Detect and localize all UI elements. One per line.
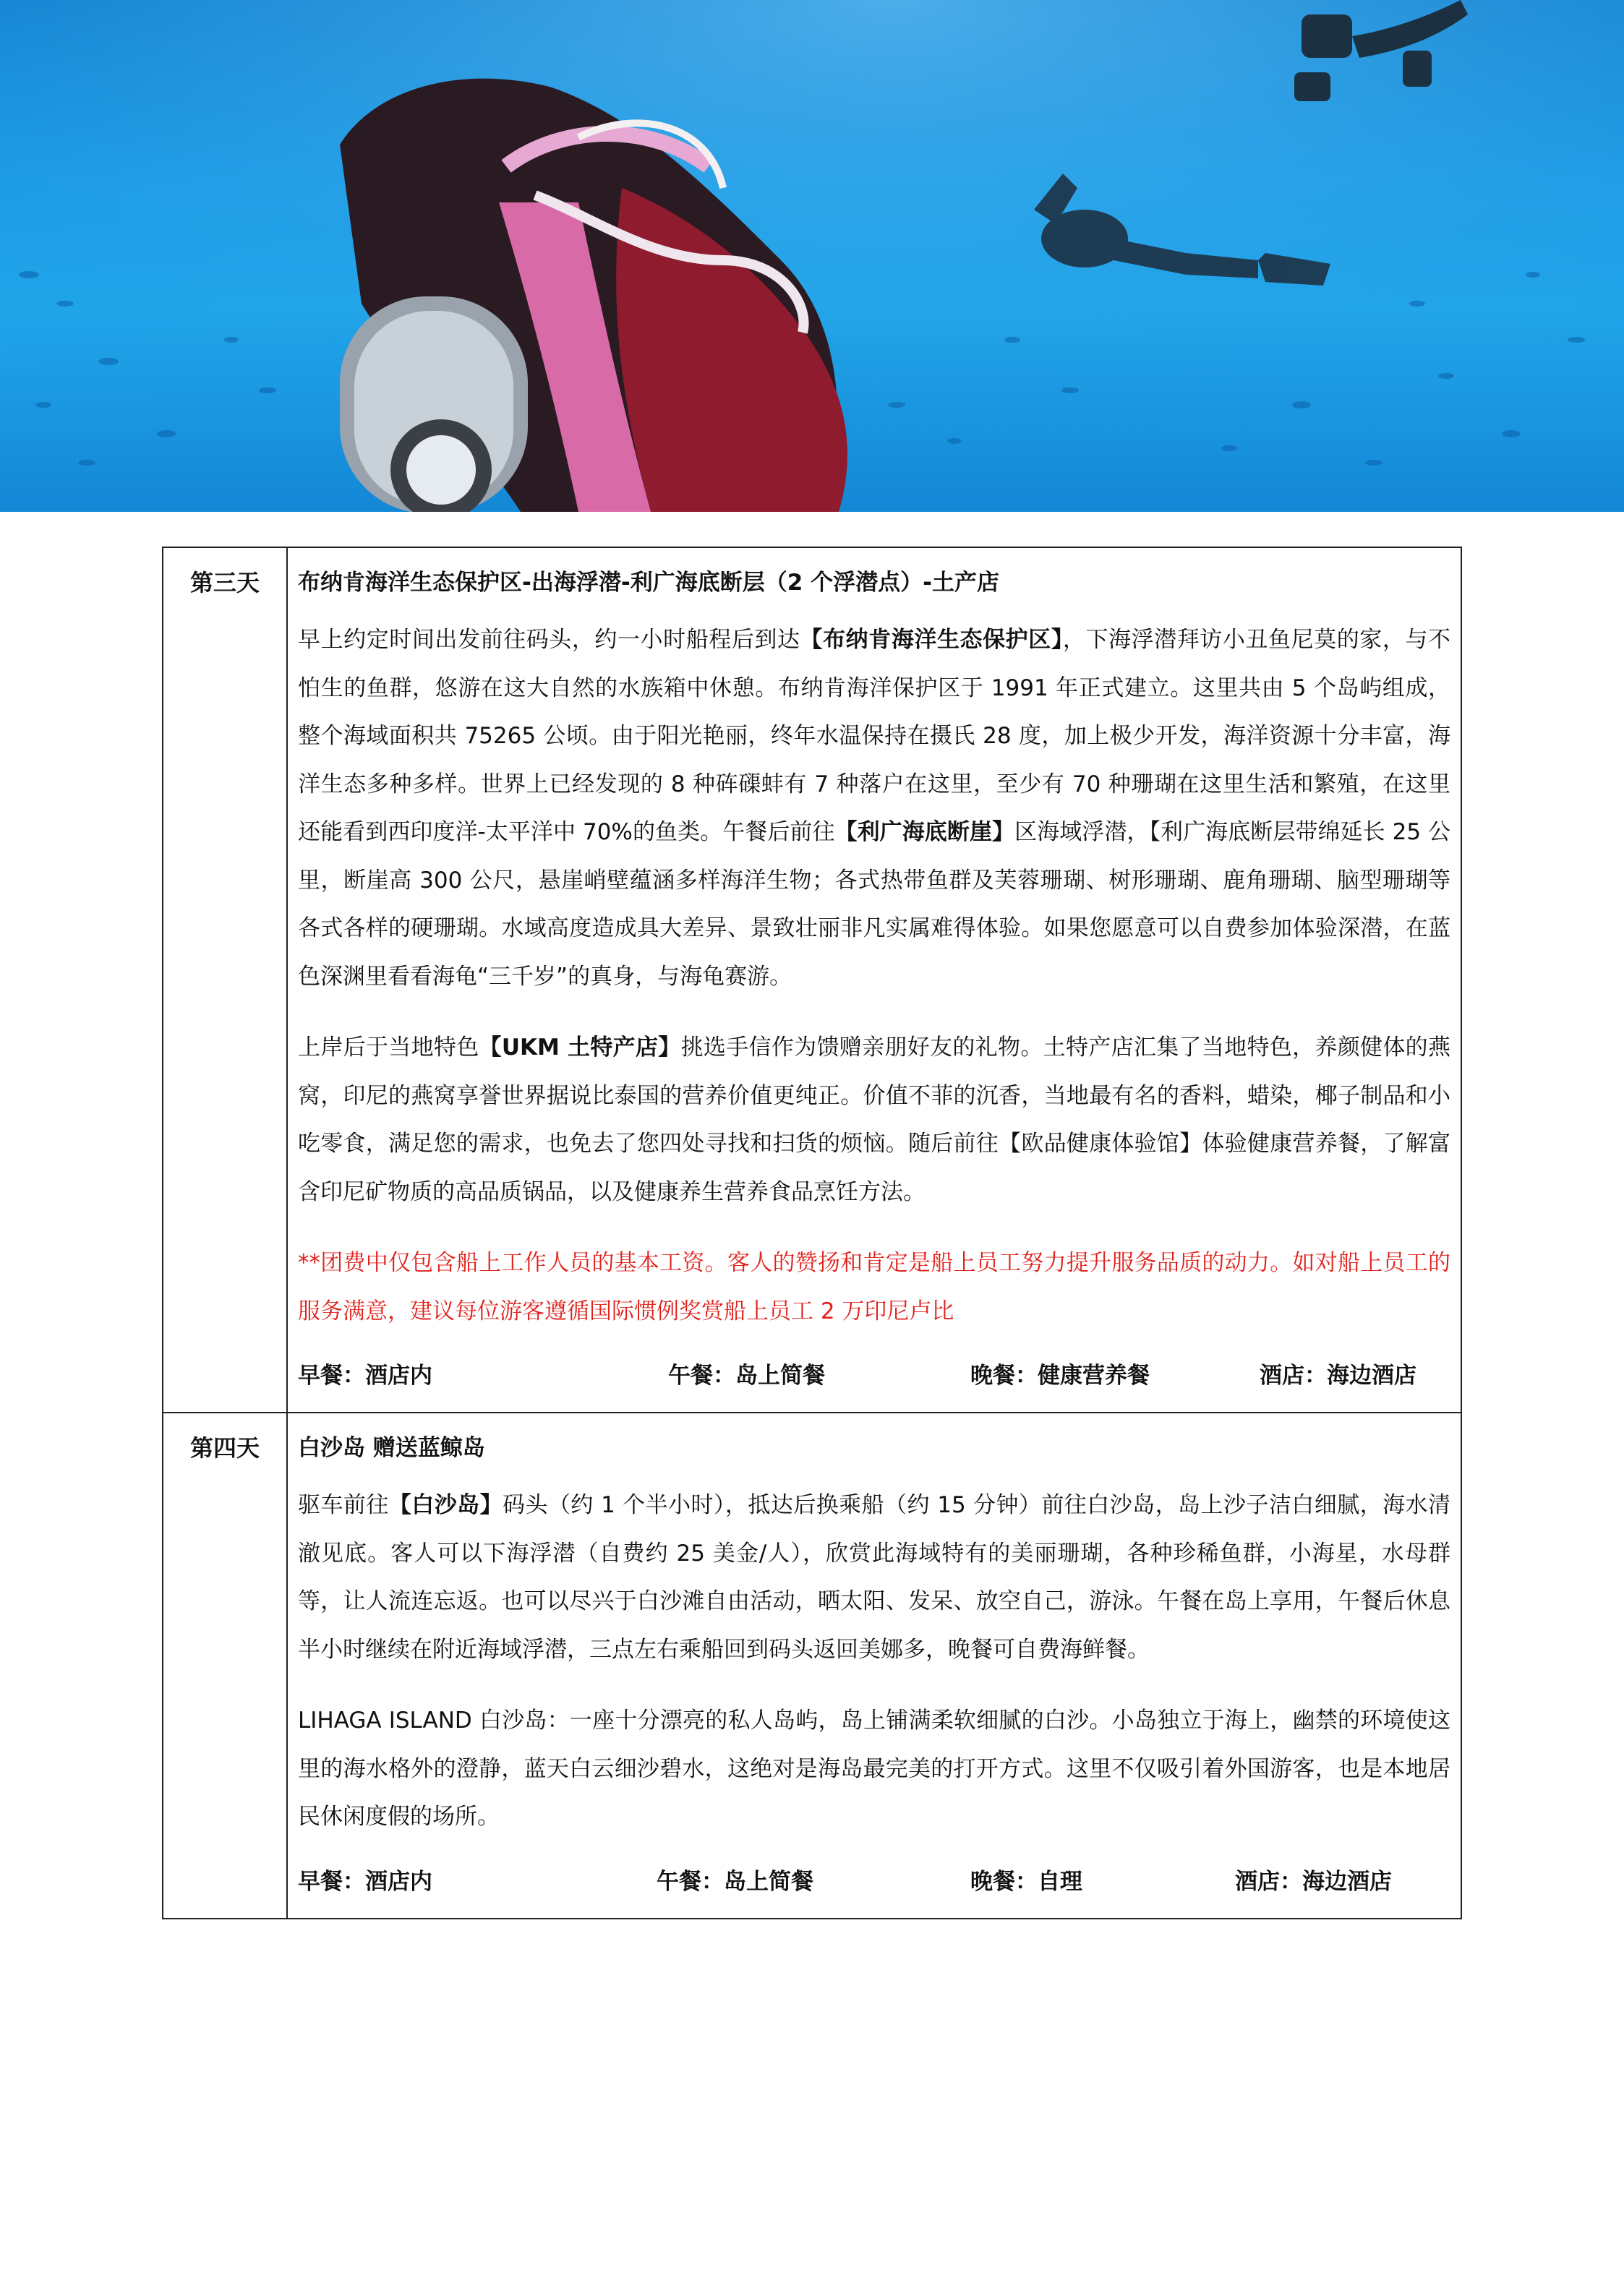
dinner-info: 晚餐：自理	[970, 1868, 1082, 1895]
itinerary-table	[162, 547, 1462, 1919]
tip-notice: **团费中仅包含船上工作人员的基本工资。客人的赞扬和肯定是船上员工努力提升服务品质的动力。如对船上员工的服务满意，建议每位游客遵循国际惯例奖赏船上员工 2 万印尼卢比	[298, 1250, 1450, 1324]
description-paragraph: 驱车前往【白沙岛】码头（约 1 个半小时），抵达后换乘船（约 15 分钟）前往白沙岛，岛上沙子洁白细腻，海水清澈见底。客人可以下海浮潜（自费约 25 美金/人），欣赏此海域特有的美丽珊瑚，各种珍稀鱼群，小海星，水母群等，让人流连忘返。也可以尽兴于白沙滩自由活动，晒太阳、发呆、放空自己，游泳。午餐在岛上享用，午餐后休息半小时继续在附近海域浮潜，三点左右乘船回到码头返回美娜多，晚餐可自费海鲜餐。	[298, 1492, 1450, 1663]
lunch-info: 午餐：岛上简餐	[668, 1363, 825, 1389]
day-label: 第四天	[163, 1413, 287, 1919]
hotel-info: 酒店：海边酒店	[1235, 1868, 1392, 1895]
meals-row	[298, 1864, 1450, 1899]
day-title: 白沙岛 赠送蓝鲸岛	[298, 1435, 485, 1461]
hotel-info: 酒店：海边酒店	[1260, 1363, 1416, 1389]
breakfast-info: 早餐：酒店内	[298, 1868, 432, 1895]
itinerary-row-day4	[163, 1413, 1461, 1919]
description-paragraph: 上岸后于当地特色【UKM 土特产店】挑选手信作为馈赠亲朋好友的礼物。土特产店汇集了当地特色，养颜健体的燕窝，印尼的燕窝享誉世界据说比泰国的营养价值更纯正。价值不菲的沉香，当地最有名的香料，蜡染，椰子制品和小吃零食，满足您的需求，也免去了您四处寻找和扫货的烦恼。随后前往【欧品健康体验馆】体验健康营养餐，了解富含印尼矿物质的高品质锅品，以及健康养生营养食品烹饪方法。	[298, 1035, 1450, 1205]
day-content	[287, 547, 1461, 1413]
day-label: 第三天	[163, 547, 287, 1413]
dinner-info: 晚餐：健康营养餐	[970, 1363, 1150, 1389]
day-title: 布纳肯海洋生态保护区-出海浮潜-利广海底断层（2 个浮潜点）-土产店	[298, 570, 999, 596]
highlight-liguang: 【利广海底断崖】	[834, 819, 1015, 845]
breakfast-info: 早餐：酒店内	[298, 1363, 432, 1389]
hero-photo-scuba-divers	[0, 0, 1624, 512]
description-paragraph: 早上约定时间出发前往码头，约一小时船程后到达【布纳肯海洋生态保护区】，下海浮潜拜访小丑鱼尼莫的家，与不怕生的鱼群，悠游在这大自然的水族箱中休憩。布纳肯海洋保护区于 1991 年正式建立。这里共由 5 个岛屿组成，整个海域面积共 75265 公顷。由于阳光艳丽，终年水温保持在摄氏 28 度，加上极少开发，海洋资源十分丰富，海洋生态多种多样。世界上已经发现的 8 种砗磲蚌有 7 种落户在这里，至少有 70 种珊瑚在这里生活和繁殖，在这里还能看到西印度洋-太平洋中 70%的鱼类。午餐后前往【利广海底断崖】区海域浮潜，【利广海底断层带绵延长 25 公里，断崖高 300 公尺，悬崖峭壁蕴涵多样海洋生物；各式热带鱼群及芙蓉珊瑚、树形珊瑚、鹿角珊瑚、脑型珊瑚等各式各样的硬珊瑚。水域高度造成具大差异、景致壮丽非凡实属难得体验。如果您愿意可以自费参加体验深潜，在蓝色深渊里看看海龟“三千岁”的真身，与海龟赛游。	[298, 627, 1451, 990]
highlight-bunaken: 【布纳肯海洋生态保护区】	[800, 627, 1063, 653]
description-paragraph: LIHAGA ISLAND 白沙岛：一座十分漂亮的私人岛屿，岛上铺满柔软细腻的白沙。小岛独立于海上，幽禁的环境使这里的海水格外的澄静，蓝天白云细沙碧水，这绝对是海岛最完美的打开方式。这里不仅吸引着外国游客，也是本地居民休闲度假的场所。	[298, 1708, 1450, 1830]
meals-row	[298, 1358, 1450, 1393]
itinerary-row-day3	[163, 547, 1461, 1413]
highlight-white-sand-island: 【白沙岛】	[388, 1492, 503, 1518]
lunch-info: 午餐：岛上简餐	[657, 1868, 813, 1895]
underwater-illustration	[0, 0, 1624, 512]
day-content	[287, 1413, 1461, 1919]
highlight-ukm-shop: 【UKM 土特产店】	[479, 1035, 681, 1061]
